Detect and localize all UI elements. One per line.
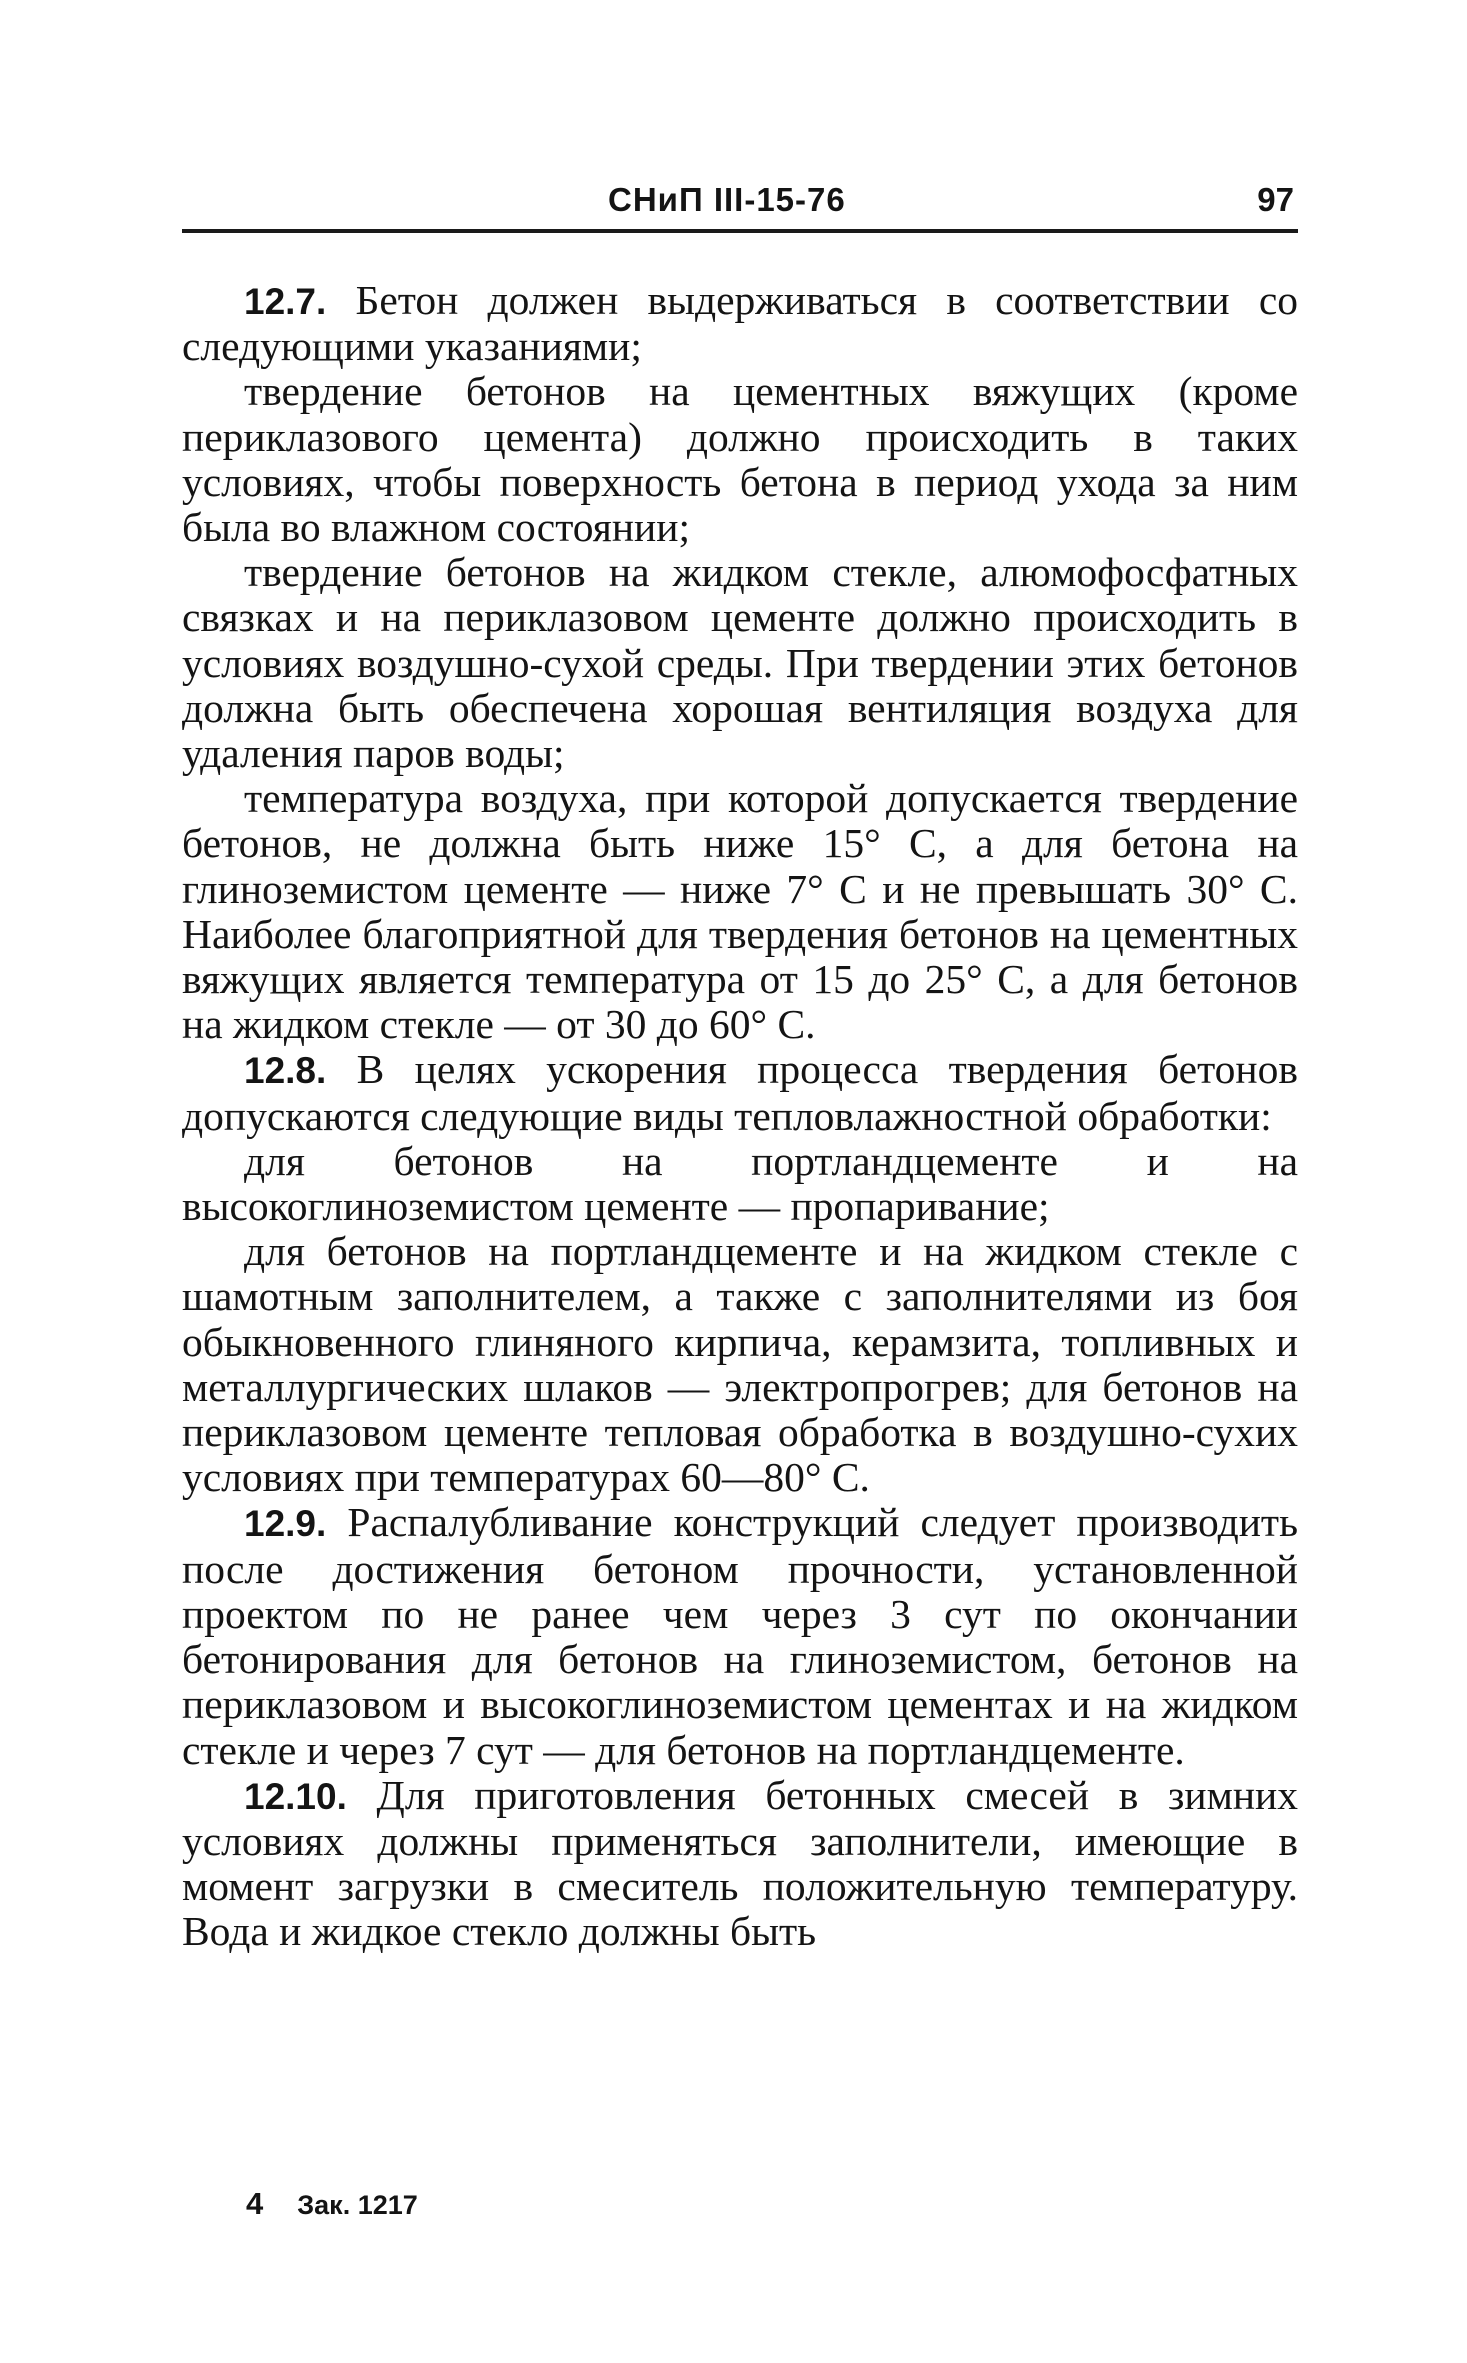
body-text (182, 278, 1298, 1955)
paragraph-text: Бетон должен выдерживаться в соответствии со следующими указаниями; (182, 277, 1298, 370)
paragraph-12-7 (182, 278, 1298, 369)
sheet-number: 4 (246, 2186, 264, 2221)
clause-number: 12.10. (244, 1775, 347, 1817)
paragraph-12-10 (182, 1773, 1298, 1955)
clause-number: 12.9. (244, 1503, 327, 1545)
paragraph-12-7-item-3 (182, 776, 1298, 1047)
paragraph-text: для бетонов на портландцементе и на жидком стекле с шамотным заполнителем, а также с заполнителями из боя обыкновенного глиняного кирпича, керамзита, топливных и металлургических шлаков — электропрогрев; для бетонов на периклазовом цементе тепловая обработка в воздушно-сухих условиях при температурах 60—80° С. (182, 1228, 1298, 1501)
paragraph-text: В целях ускорения процесса твердения бетонов допускаются следующие виды тепловлажностной обработки: (182, 1046, 1298, 1139)
document-code: СНиП III-15-76 (608, 181, 846, 218)
paragraph-12-7-item-1 (182, 369, 1298, 550)
paragraph-12-8 (182, 1047, 1298, 1138)
clause-number: 12.7. (244, 281, 327, 322)
paragraph-12-9 (182, 1500, 1298, 1772)
paragraph-text: твердение бетонов на цементных вяжущих (кроме периклазового цемента) должно происходить в таких условиях, чтобы поверхность бетона в период ухода за ним была во влажном состоянии; (182, 368, 1298, 551)
paragraph-12-7-item-2 (182, 550, 1298, 776)
document-page (182, 0, 1298, 2363)
page-number: 97 (1257, 181, 1294, 218)
order-label: Зак. 1217 (297, 2190, 418, 2220)
paragraph-12-8-item-1 (182, 1139, 1298, 1229)
paragraph-text: для бетонов на портландцементе и на высокоглиноземистом цементе — пропаривание; (182, 1137, 1298, 1230)
running-header (182, 181, 1298, 229)
header-divider (182, 229, 1298, 233)
footer-signature (246, 2186, 418, 2222)
paragraph-text: твердение бетонов на жидком стекле, алюмофосфатных связках и на периклазовом цементе должно происходить в условиях воздушно-сухой среды. При твердении этих бетонов должна быть обеспечена хорошая вентиляция воздуха для удаления паров воды; (182, 549, 1298, 777)
paragraph-text: Распалубливание конструкций следует производить после достижения бетоном прочности, установленной проектом по не ранее чем через 3 сут по окончании бетонирования для бетонов на глиноземистом, бетонов на периклазовом и высокоглиноземистом цементах и на жидком стекле и через 7 сут — для бетонов на портландцементе. (182, 1499, 1298, 1773)
paragraph-text: Для приготовления бетонных смесей в зимних условиях должны применяться заполнители, имеющие в момент загрузки в смеситель положительную температуру. Вода и жидкое стекло должны быть (182, 1771, 1298, 1955)
clause-number: 12.8. (244, 1050, 327, 1092)
paragraph-text: температура воздуха, при которой допускается твердение бетонов, не должна быть ниже 15° С, а для бетона на глиноземистом цементе — ниже 7° С и не превышать 30° С. Наиболее благоприятной для твердения бетонов на цементных вяжущих является температура от 15 до 25° С, а для бетонов на жидком стекле — от 30 до 60° С. (182, 775, 1298, 1048)
paragraph-12-8-item-2 (182, 1229, 1298, 1500)
